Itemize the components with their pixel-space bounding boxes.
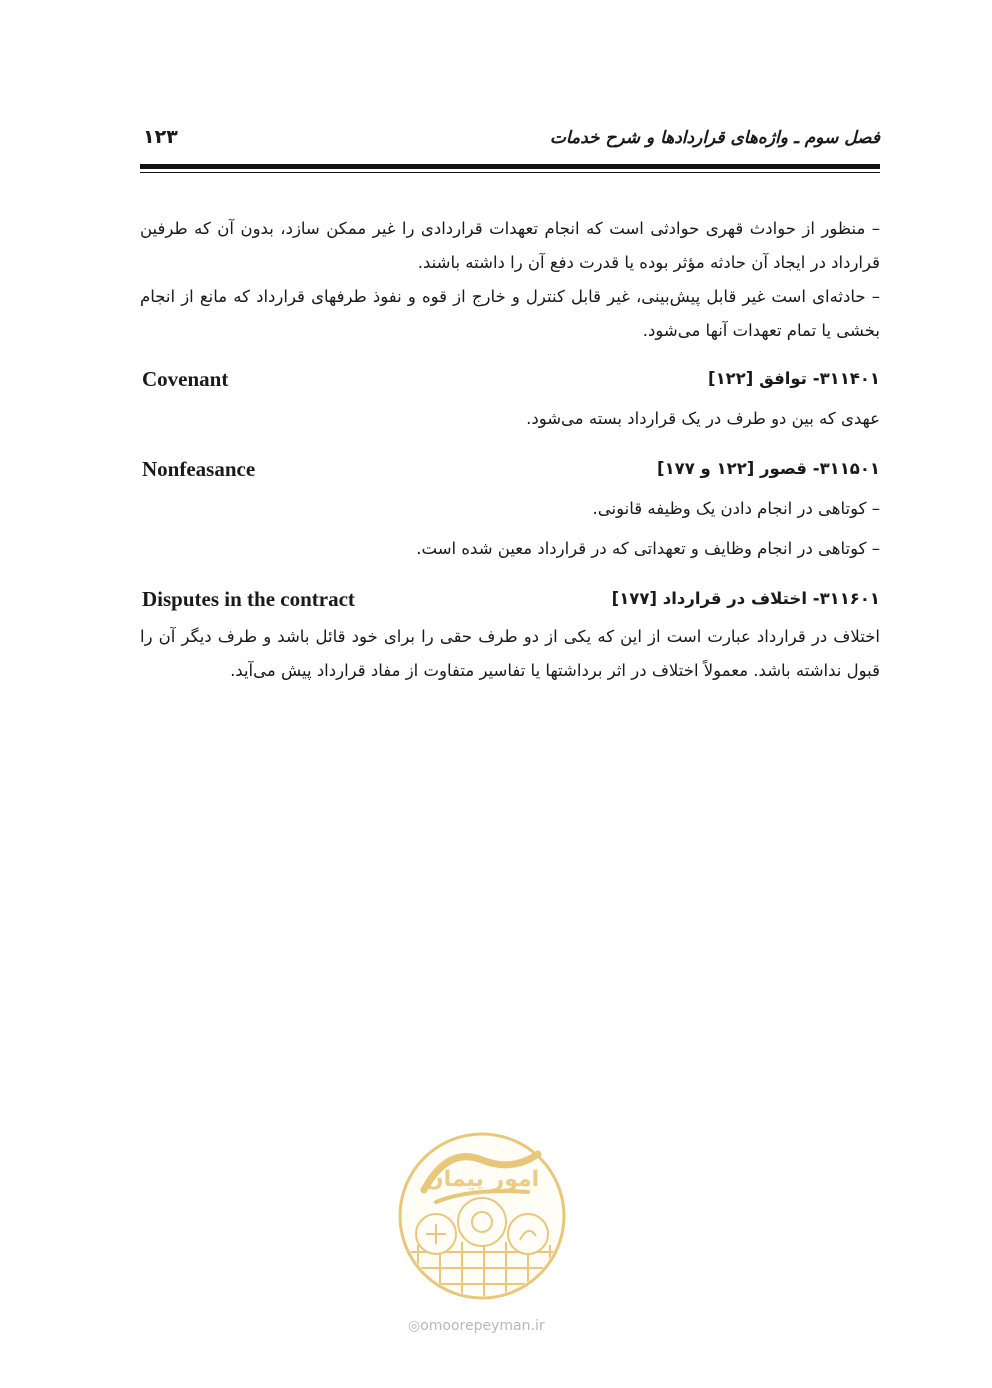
- header-rule-thick: [140, 164, 880, 169]
- entry-heading-en: Disputes in the contract: [142, 587, 355, 611]
- entry-heading-row: [140, 582, 880, 616]
- watermark-url: [408, 1318, 545, 1334]
- entry-heading-row: [140, 452, 880, 486]
- entry-heading-fa: ۳۱۱۴۰۱- توافق [۱۲۲]: [708, 369, 880, 388]
- intro-paragraph-2: – حادثه‌ای است غیر قابل پیش‌بینی، غیر قابل کنترل و خارج از قوه و نفوذ طرفهای قرارداد که مانع از انجام بخشی یا تمام تعهدات آنها می‌شود.: [140, 287, 880, 340]
- page-header-title: فصل سوم ـ واژه‌های قراردادها و شرح خدمات: [549, 128, 880, 148]
- globe-icon: ◎: [408, 1318, 421, 1334]
- entry-bullet: – کوتاهی در انجام وظایف و تعهداتی که در قرارداد معین شده است.: [416, 539, 880, 558]
- header-rule-thin: [140, 172, 880, 173]
- entry-definition: اختلاف در قرارداد عبارت است از این که یکی از دو طرف حقی را برای خود قائل باشد و طرف دیگر آن را قبول نداشته باشد. معمولاً اختلاف در اثر برداشتها یا تفاسیر متفاوت از مفاد قرارداد پیش می‌آید.: [140, 627, 880, 680]
- watermark-text: omoorepeyman.ir: [420, 1318, 545, 1334]
- entry-heading-fa: ۳۱۱۵۰۱- قصور [۱۲۲ و ۱۷۷]: [657, 459, 880, 478]
- omoor-peyman-logo: [396, 1130, 568, 1302]
- intro-paragraph-1: – منظور از حوادث قهری حوادثی است که انجام تعهدات قراردادی را غیر ممکن سازد، بدون آن که طرفین قرارداد در ایجاد آن حادثه مؤثر بوده یا قدرت دفع آن را داشته باشند.: [140, 219, 880, 272]
- logo-text: امور پیمان: [424, 1167, 540, 1192]
- page-body: [140, 212, 880, 688]
- entry-heading-en: Nonfeasance: [142, 457, 256, 481]
- entry-heading-fa: ۳۱۱۶۰۱- اختلاف در قرارداد [۱۷۷]: [611, 589, 880, 608]
- entry-heading-row: [140, 362, 880, 396]
- entry-heading-en: Covenant: [142, 367, 229, 391]
- entry-definition: عهدی که بین دو طرف در یک قرارداد بسته می‌شود.: [526, 409, 880, 428]
- entry-bullet: – کوتاهی در انجام دادن یک وظیفه قانونی.: [592, 499, 880, 518]
- page-number: ۱۲۳: [143, 126, 178, 148]
